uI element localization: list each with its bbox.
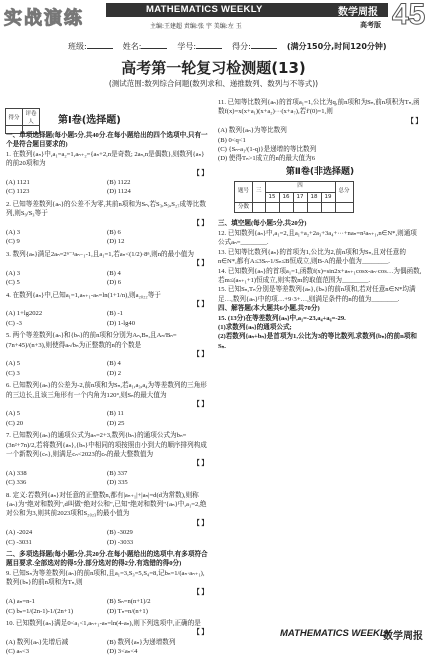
option-list xyxy=(6,409,208,428)
answer-bracket: 【 】 xyxy=(193,588,208,596)
option: (C) aₙ<3 xyxy=(6,648,30,656)
class-blank xyxy=(87,48,113,49)
right-column xyxy=(218,98,422,351)
option-list xyxy=(6,309,208,328)
option: (C) 20 xyxy=(6,419,24,427)
grid-header-3: 三 xyxy=(253,182,266,203)
q11-opt-a: (A) 数列{aₙ}为等比数列 xyxy=(218,127,287,135)
option-list xyxy=(6,638,208,657)
left-column xyxy=(6,131,208,660)
option: (D) 25 xyxy=(107,419,125,427)
option: (A) 1121 xyxy=(6,179,30,187)
option: (A) -2024 xyxy=(6,529,33,537)
page-title: 高考第一轮复习检测题(13) xyxy=(121,59,306,77)
answer-bracket: 【 】 xyxy=(193,260,208,268)
question-14: 14. 已知数列{aₙ}的首项a₁=1,函数f(x)=sin2x+aₙ₊₁cosx-aₙ·cos…为偶函数,若m≤(aₙ₊₁+1)恒成立,则实数m的取值范围为________. xyxy=(218,267,422,284)
question-stem: 8. 定义:若数列{aₙ}对任意的正整数n,都有|aₙ₊₁|+|aₙ|=d(d为常数),则称{aₙ}为"绝对和数列",d叫做"绝对公和",已知"绝对和数列"{aₙ}中,a₁=2,绝对公和为3,则其前2023项和S₂₀₂₃的最小值为 xyxy=(6,491,207,518)
section-2-heading: 二、多项选择题(每小题5分,共20分.在每小题给出的选项中,有多项符合题目要求.全部选对的得5分,部分选对的得2分,有选错的得0分) xyxy=(6,551,208,568)
answer-bracket: 【 】 xyxy=(193,169,208,177)
option: (A) 3 xyxy=(6,269,21,277)
student-id-blank xyxy=(196,48,222,49)
option: (A) 1+lg2022 xyxy=(6,310,43,318)
name-blank xyxy=(141,48,167,49)
student-info-line xyxy=(68,41,398,52)
option-list xyxy=(6,469,208,488)
section-1-heading: 一、单项选择题(每小题5分,共40分.在每小题给出的四个选项中,只有一个是符合题目要求的) xyxy=(6,132,208,149)
question-13: 13. 已知等比数列{aₙ}的首项为1,公比为2,前n项和为Sₙ,且对任意的n∈N*,都有A≤3Sₙ-1/Sₙ≤B恒成立,则B-A的最小值为________. xyxy=(218,248,406,266)
option-list xyxy=(6,528,208,547)
question-item xyxy=(6,331,208,381)
question-stem: 6. 已知数列{aₙ}的公差为-2,前n项和为Sₙ,若a₁,a₃,a₄为等差数列的三角形的三边长,且该三角形有一个内角为120°,则Sₙ的最大值为 xyxy=(6,382,207,399)
option: (D) 1-lg40 xyxy=(107,319,136,327)
name-label: 姓名: xyxy=(122,42,142,51)
question-stem: 2. 已知等差数列{aₙ}的公差不为零,其前n项和为Sₙ,若S₃,S₉,S₂₇成等比数列,则S₉/S₃等于 xyxy=(6,200,206,218)
option: (B) 数列{aₙ}为递增数列 xyxy=(107,638,176,646)
question-stem: 4. 在数列{aₙ}中,已知a₁=1,aₙ₊₁-aₙ=ln(1+1/n),则a₂₀₂₂等于 xyxy=(6,291,161,299)
q11-opt-d: (D) 使得Tₙ>1成立的n的最大值为6 xyxy=(218,155,316,163)
option: (B) 337 xyxy=(107,469,128,477)
option: (B) -3029 xyxy=(107,529,133,537)
grid-score-label: 分数 xyxy=(235,203,253,213)
volume-2-heading: 第Ⅱ卷(非选择题) xyxy=(285,166,355,177)
section-3-heading: 三、填空题(每小题5分,共20分) xyxy=(218,220,307,228)
option: (B) 4 xyxy=(107,269,121,277)
option: (C) 1123 xyxy=(6,188,30,196)
option: (B) 1122 xyxy=(107,179,131,187)
question-14b: 15. 已知Sₙ,Tₙ分别是等差数列{aₙ},{bₙ}的前n项和,若对任意n∈N*均满足…,数列{aₙ}中的项…+9·3+…,则满足条件的n的值为________. xyxy=(218,286,416,303)
answer-bracket: 【 】 xyxy=(193,519,208,527)
page-subtitle: (测试范围:数列综合问题(数列求和、递推数列、数列与不等式)) xyxy=(108,79,319,88)
question-item xyxy=(6,569,208,619)
option: (B) 4 xyxy=(107,360,121,368)
option: (D) 3<aₙ<4 xyxy=(107,648,138,656)
option: (C) -3 xyxy=(6,319,22,327)
option: (A) 5 xyxy=(6,410,21,418)
question-item xyxy=(6,250,208,291)
option: (D) 6 xyxy=(107,279,122,287)
option: (C) 9 xyxy=(6,238,20,246)
answer-bracket: 【 】 xyxy=(193,219,208,227)
option: (B) -1 xyxy=(107,310,123,318)
option: (D) 1124 xyxy=(107,188,131,196)
option: (D) 335 xyxy=(107,479,128,487)
option: (A) 5 xyxy=(6,360,21,368)
question-stem: 3. 数列{aₙ}满足2aₙ=2ⁿ⁻¹aₙ₋₁-1,且a₁=1,若aₙ<(1/2)·8ⁿ,则n的最小值为 xyxy=(6,250,194,258)
question-15-part-1: (1)求数列{aₙ}的通项公式; xyxy=(218,323,292,331)
option: (D) Tₙ=n/(n+1) xyxy=(107,607,148,615)
question-12: 12. 已知数列{aₙ}中,a₁=2,且a₁+a₂+2a₃+3a₄+···+naₙ=n²aₙ₊₁,n∈N*,则通项公式aₙ=________. xyxy=(218,229,417,247)
footer-bar xyxy=(280,627,427,641)
question-item xyxy=(6,291,208,332)
score-blank xyxy=(251,48,277,49)
question-item xyxy=(6,619,208,660)
option: (C) 336 xyxy=(6,479,27,487)
option: (D) 12 xyxy=(107,238,125,246)
question-11-bracket: 【 】 xyxy=(407,117,422,125)
exam-note: (满分150分,时间120分钟) xyxy=(286,42,387,51)
option: (A) 数列{aₙ}先增后减 xyxy=(6,638,69,646)
header-bar xyxy=(106,3,388,17)
question-list xyxy=(6,150,208,550)
option: (B) 11 xyxy=(107,410,124,418)
option: (A) 338 xyxy=(6,469,27,477)
option-list xyxy=(6,269,208,288)
grid-header-num: 题号 xyxy=(235,182,253,203)
edition-label: 高考版 xyxy=(360,21,381,29)
grid-num-18: 18 xyxy=(307,192,321,202)
question-stem: 1. 在数列{aₙ}中,a₁=a₂=1,aₙ₊₂={aₙ+2,n是奇数; 2aₙ,n是偶数},则数列{aₙ}的前20项和为 xyxy=(6,150,205,168)
section-4-heading: 四、解答题(本大题共6小题,共70分) xyxy=(218,305,320,313)
q11-opt-b: (B) 0<q<1 xyxy=(218,136,246,144)
grid-num-15: 15 xyxy=(265,192,279,202)
grid-header-total: 总分 xyxy=(335,182,353,203)
question-item xyxy=(6,200,208,250)
answer-bracket: 【 】 xyxy=(193,400,208,408)
option-list xyxy=(6,597,208,616)
class-label: 班级: xyxy=(68,42,87,51)
option: (B) 6 xyxy=(107,229,121,237)
score-box-label: 得分 xyxy=(6,109,23,126)
option-list xyxy=(6,359,208,378)
question-15-part-2: (2)若数列{aₙ+bₙ}是首项为1,公比为3的等比数列,求数列{bₙ}的前n项和Sₙ. xyxy=(218,333,417,350)
issue-number: 45 xyxy=(392,0,426,31)
option: (C) bₙ=1/(2n-1)-1/(2n+1) xyxy=(6,607,74,615)
volume-1-heading: 第Ⅰ卷(选择题) xyxy=(58,115,121,126)
option: (B) Sₙ=n(n+1)/2 xyxy=(107,598,151,606)
grader-label: 评卷人 xyxy=(23,109,40,126)
question-stem: 10. 已知数列{aₙ}满足0<a₁<1,aₙ₊₁-aₙ=ln(4-aₙ),则下列选项中,正确的是 xyxy=(6,619,201,627)
answer-bracket: 【 】 xyxy=(193,350,208,358)
question-item xyxy=(6,150,208,200)
answer-bracket: 【 】 xyxy=(193,300,208,308)
magazine-name: MATHEMATICS WEEKLY xyxy=(146,4,263,15)
question-stem: 9. 已知Sₙ为等差数列{aₙ}的前n项和,且a₁=3,S₃=5,S₄=8,记bₙ=1/(aₙ·aₙ₊₁),数列{bₙ}的前n项和为Tₙ,则 xyxy=(6,569,205,587)
option: (A) aₙ=n-1 xyxy=(6,598,35,606)
grid-num-16: 16 xyxy=(279,192,293,202)
question-list-2 xyxy=(6,569,208,660)
question-item xyxy=(6,431,208,490)
student-id-label: 学号: xyxy=(177,42,197,51)
question-item xyxy=(6,381,208,431)
option: (C) -3031 xyxy=(6,538,32,546)
option-list xyxy=(6,228,208,247)
question-11-stem: 11. 已知等比数列{aₙ}的首项a₁=1,公比为q,前n项和为Sₙ,前n项积为Tₙ,函数f(x)=x(x+a₁)(x+a₂)···(x+a₇),若f′(0)=1,则 xyxy=(218,99,420,116)
q11-opt-c: (C) {Sₙ-a₁/(1-q)}是递增的等比数列 xyxy=(218,146,317,154)
editors: 主编:王建超 责编:张 宇 美编:左 玉 xyxy=(150,23,242,30)
option-list xyxy=(6,178,208,197)
answer-bracket: 【 】 xyxy=(193,460,208,468)
score-grid xyxy=(234,181,354,213)
grid-num-19: 19 xyxy=(321,192,335,202)
option: (D) -3033 xyxy=(107,538,134,546)
option: (C) 5 xyxy=(6,279,20,287)
question-15: 15. (13分)在等差数列{aₙ}中,a₁=-23,a₄+a₆=-29. xyxy=(218,314,346,322)
footer-brand: 数学周报 xyxy=(383,631,423,642)
option: (D) 2 xyxy=(107,369,122,377)
answer-bracket: 【 】 xyxy=(193,629,208,637)
footer-magazine: MATHEMATICS WEEKLY xyxy=(280,628,392,639)
grid-header-4: 四 xyxy=(265,182,335,192)
score-label: 得分: xyxy=(232,42,251,51)
question-item xyxy=(6,491,208,550)
brand-name: 数学周报 xyxy=(338,7,378,18)
section-logo: 实战演练 xyxy=(4,8,84,29)
question-stem: 5. 两个等差数列{aₙ}和{bₙ}的前n项和分别为Aₙ,Bₙ,且Aₙ/Bₙ=(7n+45)/(n+3),则使得aₙ/bₙ为正整数的n的个数是 xyxy=(6,332,177,349)
option: (A) 3 xyxy=(6,229,21,237)
option: (C) 3 xyxy=(6,369,20,377)
question-stem: 7. 已知数列{aₙ}的通项公式为aₙ=2+3,数列{bₙ}的通项公式为bₙ=(3n²+7n)/2,若将数列{aₙ},{bₙ}中相同的项按照由小到大的顺序排列构成一个新数列{cₙ},则满足cₙ<2023的cₙ的最大整数值为 xyxy=(6,432,207,458)
grid-num-17: 17 xyxy=(293,192,307,202)
